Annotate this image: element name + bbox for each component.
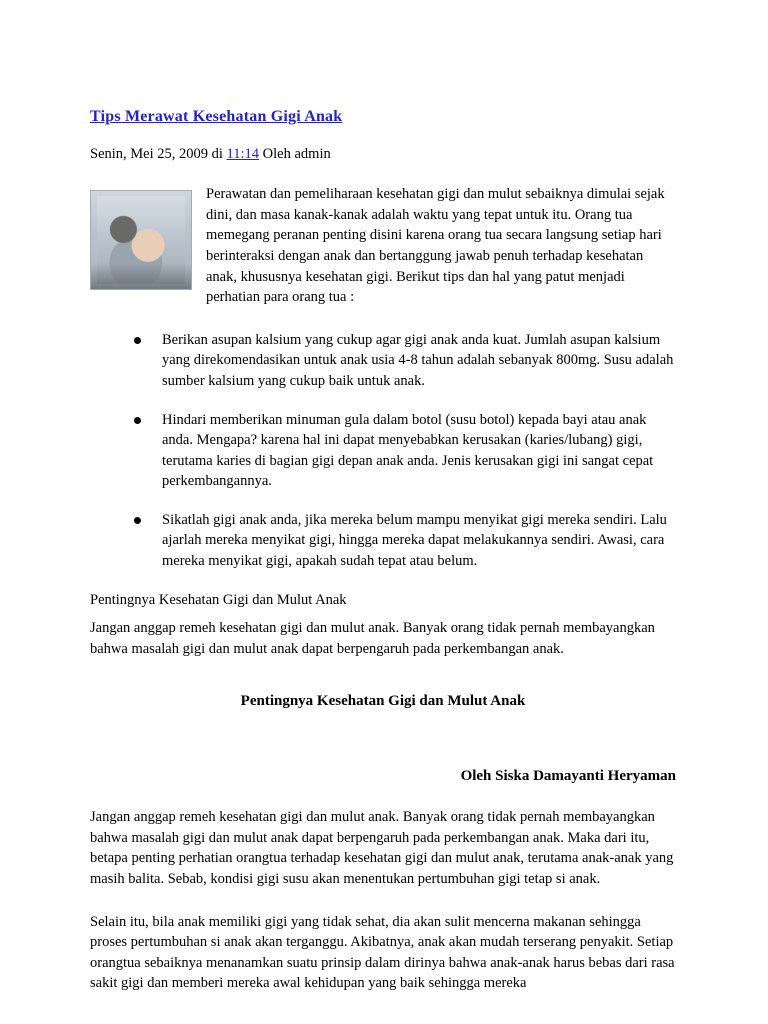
closing-paragraph-2: Selain itu, bila anak memiliki gigi yang tidak sehat, dia akan sulit mencerna makanan sehingga proses pertumbuhan si anak akan terganggu. Akibatnya, anak akan mudah terserang penyakit. Setiap orangtua sebaiknya menanamkan suatu prinsip dalam dirinya bahwa anak-anak harus bebas dari rasa sakit gigi dan memberi mereka awal kehidupan yang baik sehingga mereka xyxy=(90,913,675,992)
author-byline: Oleh Siska Damayanti Heryaman xyxy=(460,768,676,785)
list-item: Sikatlah gigi anak anda, jika mereka belum mampu menyikat gigi mereka sendiri. Lalu ajarlah mereka menyikat gigi, hingga mereka dapat melakukannya sendiri. Awasi, cara mereka menyikat gigi, apakah sudah tepat atau belum. xyxy=(126,510,676,572)
centered-heading: Pentingnya Kesehatan Gigi dan Mulut Anak xyxy=(240,693,526,710)
tips-list xyxy=(90,330,676,572)
closing-paragraph-1: Jangan anggap remeh kesehatan gigi dan mulut anak. Banyak orang tidak pernah membayangkan bahwa masalah gigi dan mulut anak dapat berpengaruh pada perkembangan anak. Maka dari itu, betapa penting perhatian orangtua terhadap kesehatan gigi dan mulut anak, terutama anak-anak yang masih balita. Sebab, kondisi gigi susu akan menentukan pertumbuhan gigi tetap si anak. xyxy=(90,809,674,888)
subsection-heading: Pentingnya Kesehatan Gigi dan Mulut Anak xyxy=(90,591,347,608)
photo-shadow xyxy=(91,263,191,289)
article-photo xyxy=(90,190,192,290)
intro-paragraph: Perawatan dan pemeliharaan kesehatan gigi dan mulut sebaiknya dimulai sejak dini, dan masa kanak-kanak adalah waktu yang tepat untuk itu. Orang tua memegang peranan penting disini karena orang tua secara langsung setiap hari berinteraksi dengan anak dan bertanggung jawab penuh terhadap kesehatan anak, khususnya kesehatan gigi. Berikut tips dan hal yang patut menjadi perhatian para orang tua : xyxy=(206,186,665,306)
subsection xyxy=(90,590,676,660)
meta-author-suffix: Oleh admin xyxy=(259,146,331,162)
page-title[interactable]: Tips Merawat Kesehatan Gigi Anak xyxy=(90,108,343,125)
meta-time-link[interactable]: 11:14 xyxy=(226,146,260,162)
intro-section xyxy=(90,184,676,315)
subsection-paragraph: Jangan anggap remeh kesehatan gigi dan mulut anak. Banyak orang tidak pernah membayangkan bahwa masalah gigi dan mulut anak dapat berpengaruh pada perkembangan anak. xyxy=(90,620,655,657)
list-item: Hindari memberikan minuman gula dalam botol (susu botol) kepada bayi atau anak anda. Mengapa? karena hal ini dapat menyebabkan kerusakan (karies/lubang) gigi, terutama karies di bagian gigi depan anak anda. Jenis kerusakan gigi ini sangat cepat perkembangannya. xyxy=(126,410,676,492)
article-meta xyxy=(90,144,676,164)
list-item: Berikan asupan kalsium yang cukup agar gigi anak anda kuat. Jumlah asupan kalsium yang direkomendasikan untuk anak usia 4-8 tahun adalah sebanyak 800mg. Susu adalah sumber kalsium yang cukup baik untuk anak. xyxy=(126,330,676,392)
meta-date-prefix: Senin, Mei 25, 2009 di xyxy=(90,146,227,162)
